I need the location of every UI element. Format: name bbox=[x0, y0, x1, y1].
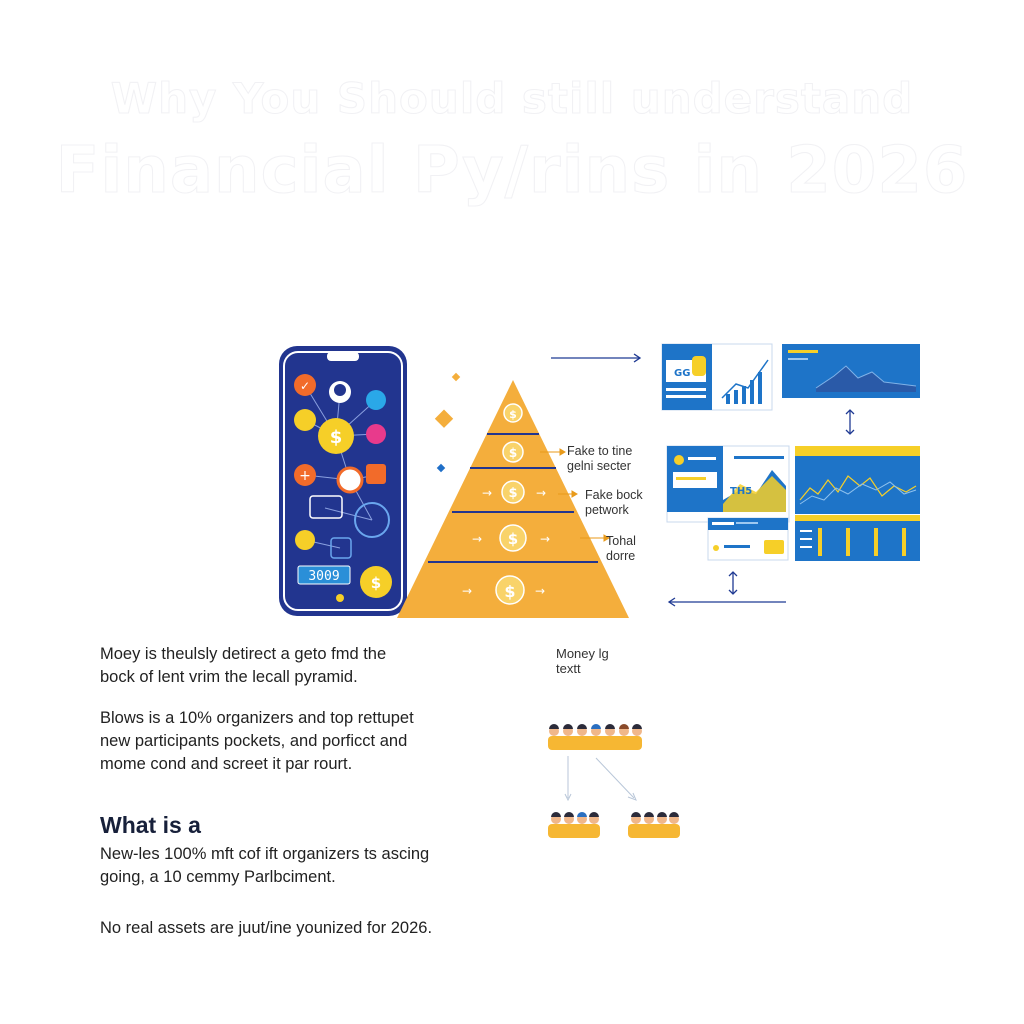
phone-counter: 3009 bbox=[308, 569, 340, 584]
svg-text:$: $ bbox=[508, 486, 518, 501]
dashboard-card-5 bbox=[795, 515, 920, 561]
card1-text: GG bbox=[674, 368, 691, 379]
pyramid-label-1: Fake to tine gelni secter bbox=[567, 444, 633, 473]
svg-text:→: → bbox=[462, 584, 473, 598]
paragraph-3: New-les 100% mft cof ift organizers ts ascing going, a 10 cemmy Parlbciment. bbox=[100, 845, 430, 886]
svg-text:→: → bbox=[540, 532, 551, 546]
dashboard-card-3 bbox=[667, 446, 789, 522]
bottom-group-left bbox=[548, 812, 600, 838]
pyramid-label-2: Fake bock petwork bbox=[585, 488, 643, 517]
svg-text:$: $ bbox=[370, 574, 382, 592]
paragraph-2: Blows is a 10% organizers and top rettupet new participants pockets, and porficct and mome cond and screet it par rourt. bbox=[100, 709, 414, 773]
dashboard-card-2 bbox=[782, 344, 920, 398]
title-line-2: Financial Py/rins in 2026 bbox=[55, 134, 969, 208]
bottom-group-right bbox=[628, 812, 680, 838]
svg-text:→: → bbox=[482, 486, 493, 500]
footer-text: No real assets are juut/ine younized for 2026. bbox=[100, 919, 433, 937]
paragraph-1: Moey is theulsly detirect a geto fmd the bock of lent vrim the lecall pyramid. bbox=[100, 645, 387, 686]
people-network bbox=[548, 724, 680, 838]
svg-text:+: + bbox=[299, 468, 311, 484]
dashboard-card-6 bbox=[708, 518, 788, 560]
svg-text:$: $ bbox=[509, 408, 517, 421]
dashboard-card-4 bbox=[795, 446, 920, 514]
svg-text:$: $ bbox=[504, 582, 516, 601]
svg-text:$: $ bbox=[508, 446, 518, 460]
dashboard-card-1 bbox=[662, 344, 772, 410]
svg-text:→: → bbox=[535, 584, 546, 598]
svg-text:→: → bbox=[472, 532, 483, 546]
svg-text:$: $ bbox=[329, 427, 343, 448]
network-label: Money lg textt bbox=[556, 646, 609, 676]
card4-text: TH5 bbox=[730, 486, 753, 497]
title-line-1: Why You Should still understand bbox=[110, 74, 914, 123]
phone-illustration bbox=[279, 346, 407, 616]
svg-text:✓: ✓ bbox=[299, 379, 311, 393]
svg-text:→: → bbox=[536, 486, 547, 500]
section-heading: What is a bbox=[100, 812, 201, 838]
svg-text:$: $ bbox=[507, 530, 519, 548]
pyramid-label-3: Tohal dorre bbox=[606, 534, 636, 563]
top-group bbox=[548, 724, 642, 750]
